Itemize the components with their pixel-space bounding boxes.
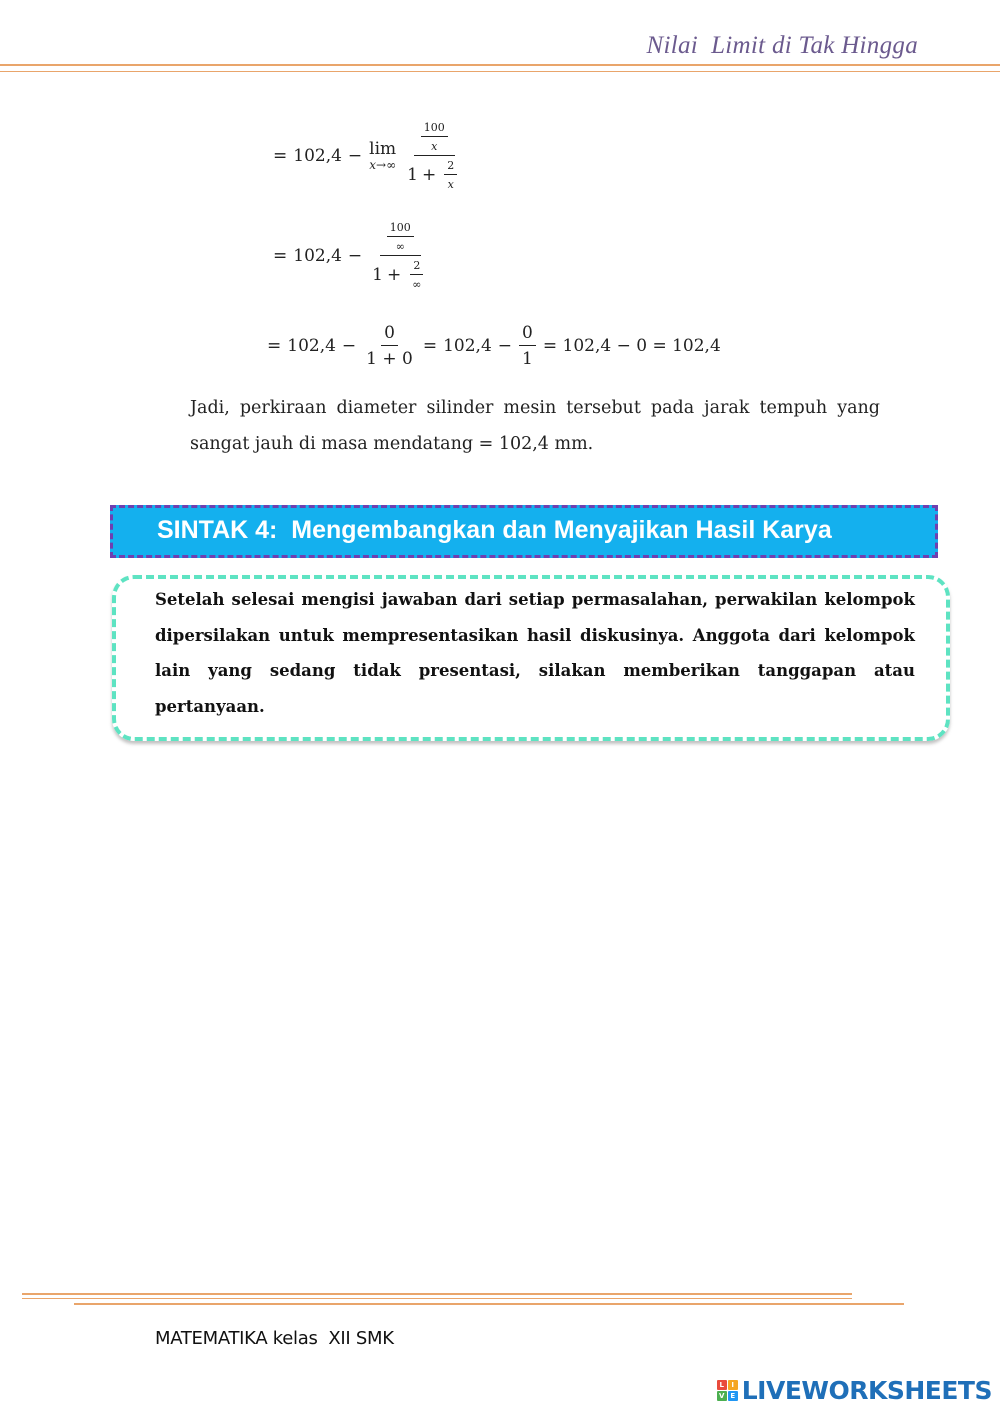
fraction-zero-over-one [519,323,536,369]
logo-letter-i: I [728,1380,738,1390]
limit-operator [369,140,396,172]
outer-denominator [369,256,431,291]
outer-fraction [369,221,431,291]
equals-sign: = [422,336,438,356]
equals-sign: = [273,146,288,166]
footer-rule-top [22,1293,852,1295]
den-one: 1 [372,265,383,285]
constant: 102,4 [293,146,342,166]
inner-denominator: ∞ [395,240,405,253]
den-plus: + [387,265,402,285]
den-fraction [444,159,457,191]
result-expression: = 102,4 − 0 = 102,4 [542,336,721,356]
fraction-numerator: 0 [381,323,398,346]
den-frac-denominator: x [447,178,454,191]
fraction-denominator: 1 + 0 [366,349,413,369]
inner-fraction [421,121,448,153]
den-plus: + [422,165,437,185]
minus-sign: − [347,246,363,266]
footer-rule-mid [22,1298,852,1299]
outer-fraction [404,121,464,191]
sintak-banner [110,505,938,558]
den-one: 1 [407,165,418,185]
footer-rule-bottom [74,1303,904,1305]
inner-denominator: x [431,140,438,153]
constant: 102,4 [293,246,342,266]
liveworksheets-wordmark: LIVEWORKSHEETS [741,1376,992,1405]
equals-sign: = [273,246,288,266]
inner-fraction [387,221,414,253]
liveworksheets-logo-icon [717,1380,738,1401]
minus-sign: − [347,146,363,166]
constant: 102,4 [443,336,492,356]
logo-letter-l: L [717,1380,727,1390]
outer-denominator [404,156,464,191]
liveworksheets-brand[interactable] [717,1376,992,1405]
logo-letter-v: V [717,1391,727,1401]
math-line-1 [270,116,468,196]
fraction-zero-over-one-plus-zero [363,323,416,369]
limit-label: lim [369,139,397,160]
header-rule-top [0,64,1000,66]
den-frac-numerator: 2 [444,159,457,175]
outer-numerator [414,121,455,156]
den-fraction [409,259,424,291]
instruction-text: Setelah selesai mengisi jawaban dari setiap permasalahan, perwakilan kelompok dipersilakan untuk mempresentasikan hasil diskusinya. Anggota dari kelompok lain yang sedang tidak presentasi, silakan memberikan tanggapan atau pertanyaan. [155,590,915,716]
inner-numerator: 100 [421,121,448,137]
minus-sign: − [341,336,357,356]
page-header-title: Nilai Limit di Tak Hingga [646,32,918,59]
sintak-title: SINTAK 4: Mengembangkan dan Menyajikan Hasil Karya [157,516,832,544]
fraction-denominator: 1 [522,349,533,369]
math-line-3 [264,318,724,374]
math-line-2 [270,216,435,296]
footer-text: MATEMATIKA kelas XII SMK [155,1328,394,1349]
conclusion-paragraph: Jadi, perkiraan diameter silinder mesin tersebut pada jarak tempuh yang sangat jauh di masa mendatang = 102,4 mm. [190,398,880,454]
minus-sign: − [497,336,513,356]
fraction-numerator: 0 [519,323,536,346]
header-rule-bottom [0,71,1000,72]
outer-numerator [380,221,421,256]
inner-numerator: 100 [387,221,414,237]
den-frac-denominator: ∞ [412,278,422,291]
equals-sign: = [267,336,282,356]
limit-subscript: x→∞ [369,157,397,172]
den-frac-numerator: 2 [410,259,423,275]
constant: 102,4 [287,336,336,356]
logo-letter-e: E [728,1391,738,1401]
